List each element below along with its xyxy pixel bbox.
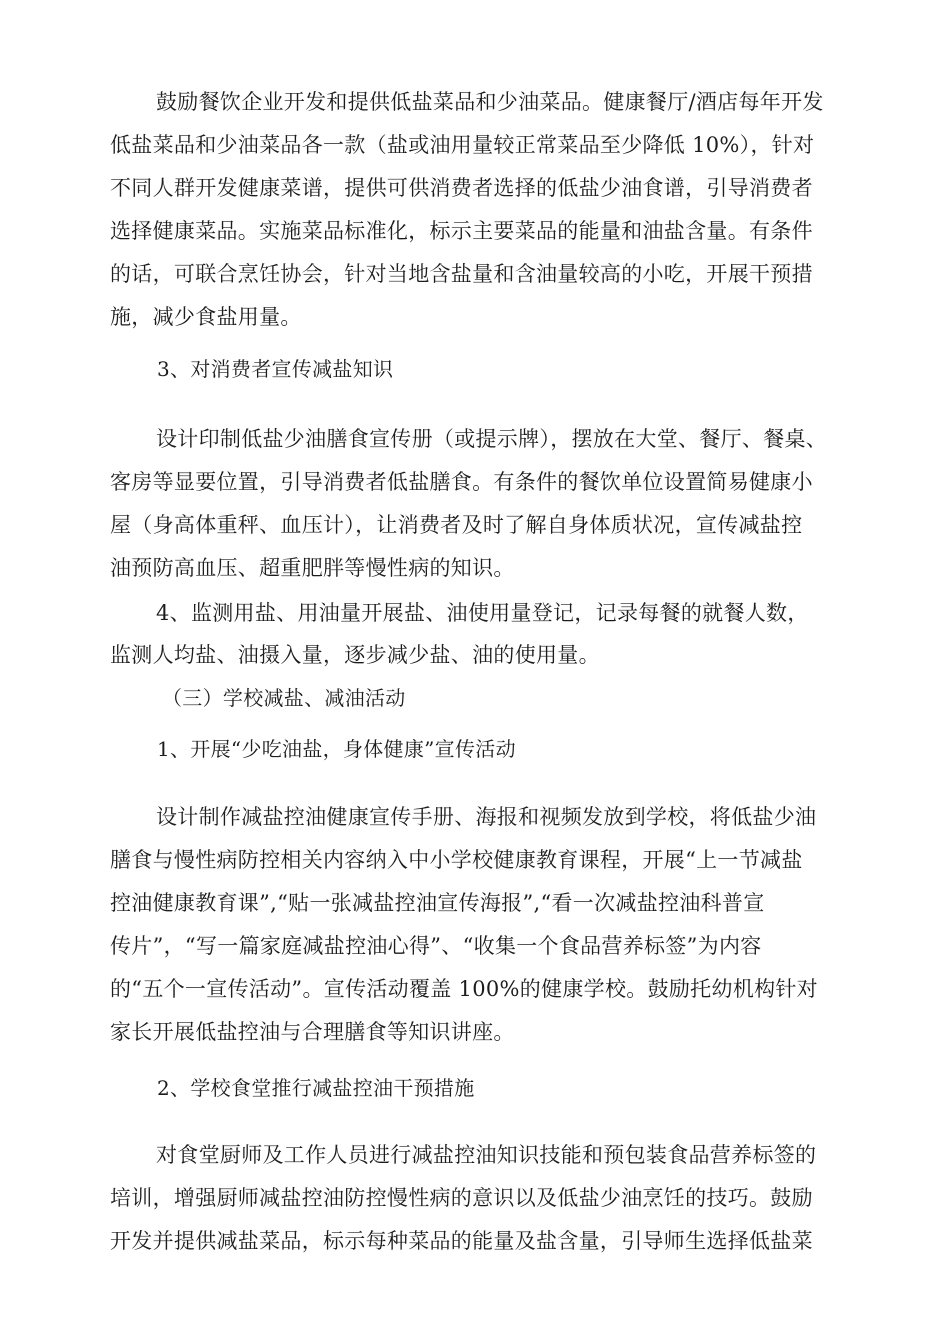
paragraph-2-line-2: 客房等显要位置，引导消费者低盐膳食。有条件的餐饮单位设置简易健康小 [110,470,813,494]
heading-canteen-intervention: 2、学校食堂推行减盐控油干预措施 [157,1076,475,1100]
paragraph-2-line-3: 屋（身高体重秤、血压计），让消费者及时了解自身体质状况，宣传减盐控 [110,513,803,537]
paragraph-2-line-4: 油预防高血压、超重肥胖等慢性病的知识。 [110,556,515,580]
section-heading-school: （三）学校减盐、减油活动 [162,686,406,710]
heading-school-publicity: 1、开展“少吃油盐，身体健康”宣传活动 [157,737,516,761]
paragraph-5-line-4: 传片”，“写一篇家庭减盐控油心得”、“收集一个食品营养标签”为内容 [110,934,762,958]
paragraph-1-line-1: 鼓励餐饮企业开发和提供低盐菜品和少油菜品。健康餐厅/酒店每年开发 [156,90,824,114]
paragraph-1-line-4: 选择健康菜品。实施菜品标准化，标示主要菜品的能量和油盐含量。有条件 [110,219,813,243]
paragraph-1-line-6: 施，减少食盐用量。 [110,305,302,329]
paragraph-1-line-2: 低盐菜品和少油菜品各一款（盐或油用量较正常菜品至少降低 10%），针对 [110,133,815,157]
paragraph-1-line-5: 的话，可联合烹饪协会，针对当地含盐量和含油量较高的小吃，开展干预措 [110,262,813,286]
paragraph-5-line-6: 家长开展低盐控油与合理膳食等知识讲座。 [110,1020,515,1044]
paragraph-2-line-1: 设计印制低盐少油膳食宣传册（或提示牌），摆放在大堂、餐厅、餐桌、 [156,427,828,451]
paragraph-5-line-5: 的“五个一宣传活动”。宣传活动覆盖 100%的健康学校。鼓励托幼机构针对 [110,977,818,1001]
paragraph-1-line-3: 不同人群开发健康菜谱，提供可供消费者选择的低盐少油食谱，引导消费者 [110,176,813,200]
paragraph-4-line-1: 4、监测用盐、用油量开展盐、油使用量登记，记录每餐的就餐人数， [156,601,809,625]
paragraph-4-line-2: 监测人均盐、油摄入量，逐步减少盐、油的使用量。 [110,643,600,667]
paragraph-6-line-1: 对食堂厨师及工作人员进行减盐控油知识技能和预包装食品营养标签的 [156,1143,817,1167]
paragraph-5-line-3: 控油健康教育课”,“贴一张减盐控油宣传海报”,“看一次减盐控油科普宣 [110,891,765,915]
paragraph-5-line-2: 膳食与慢性病防控相关内容纳入中小学校健康教育课程，开展“上一节减盐 [110,848,803,872]
heading-consumer-publicity: 3、对消费者宣传减盐知识 [157,357,394,381]
paragraph-5-line-1: 设计制作减盐控油健康宣传手册、海报和视频发放到学校，将低盐少油 [156,805,817,829]
paragraph-6-line-3: 开发并提供减盐菜品，标示每种菜品的能量及盐含量，引导师生选择低盐菜 [110,1229,813,1253]
paragraph-6-line-2: 培训，增强厨师减盐控油防控慢性病的意识以及低盐少油烹饪的技巧。鼓励 [110,1186,813,1210]
